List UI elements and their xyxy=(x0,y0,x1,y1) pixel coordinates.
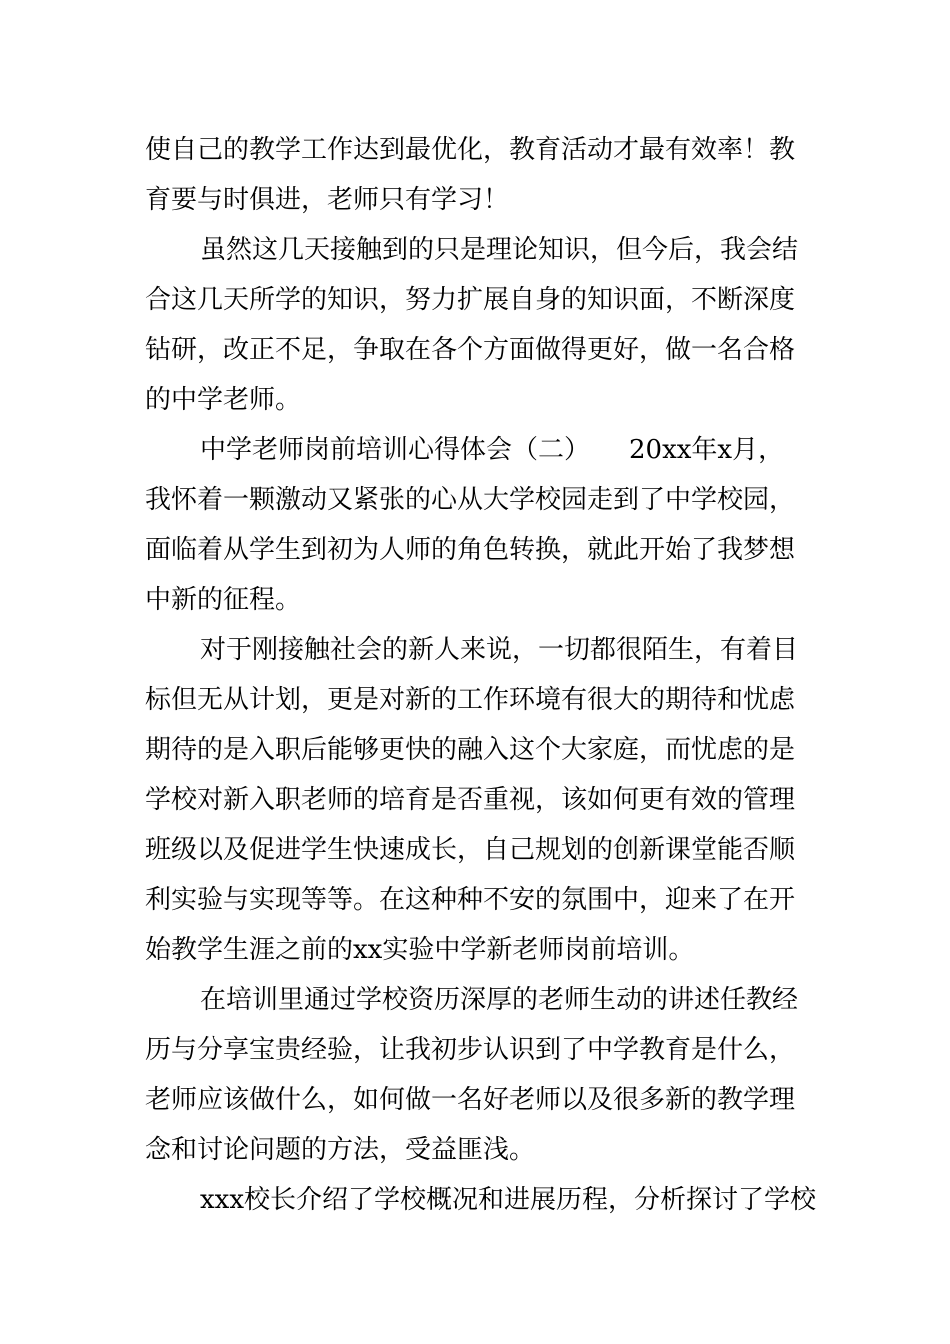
text-line: 中学老师岗前培训心得体会（二） 20xx年x月， xyxy=(200,435,785,465)
text-line: 历与分享宝贵经验，让我初步认识到了中学教育是什么， xyxy=(145,1035,796,1065)
text-line: 我怀着一颗激动又紧张的心从大学校园走到了中学校园， xyxy=(145,485,796,515)
text-line: 钻研，改正不足，争取在各个方面做得更好，做一名合格 xyxy=(145,335,796,365)
text-line: 始教学生涯之前的xx实验中学新老师岗前培训。 xyxy=(145,935,695,965)
text-line: 合这几天所学的知识，努力扩展自身的知识面，不断深度 xyxy=(145,285,796,315)
text-line: 利实验与实现等等。在这种种不安的氛围中，迎来了在开 xyxy=(145,885,796,915)
text-line: 面临着从学生到初为人师的角色转换，就此开始了我梦想 xyxy=(145,535,796,565)
text-line: 标但无从计划，更是对新的工作环境有很大的期待和忧虑 xyxy=(145,685,796,715)
text-line: 的中学老师。 xyxy=(145,385,302,415)
text-line: 对于刚接触社会的新人来说，一切都很陌生，有着目 xyxy=(200,635,799,665)
text-line: 育要与时俱进，老师只有学习！ xyxy=(145,185,510,215)
text-line: 使自己的教学工作达到最优化，教育活动才最有效率！教 xyxy=(145,135,796,165)
text-line: 在培训里通过学校资历深厚的老师生动的讲述任教经 xyxy=(200,985,799,1015)
text-line: xxx校长介绍了学校概况和进展历程，分析探讨了学校 xyxy=(200,1185,816,1215)
text-line: 中新的征程。 xyxy=(145,585,302,615)
text-line: 虽然这几天接触到的只是理论知识，但今后，我会结 xyxy=(200,235,799,265)
text-line: 班级以及促进学生快速成长，自己规划的创新课堂能否顺 xyxy=(145,835,796,865)
text-line: 老师应该做什么，如何做一名好老师以及很多新的教学理 xyxy=(145,1085,796,1115)
text-line: 学校对新入职老师的培育是否重视，该如何更有效的管理 xyxy=(145,785,796,815)
text-line: 期待的是入职后能够更快的融入这个大家庭，而忧虑的是 xyxy=(145,735,796,765)
text-line: 念和讨论问题的方法，受益匪浅。 xyxy=(145,1135,536,1165)
